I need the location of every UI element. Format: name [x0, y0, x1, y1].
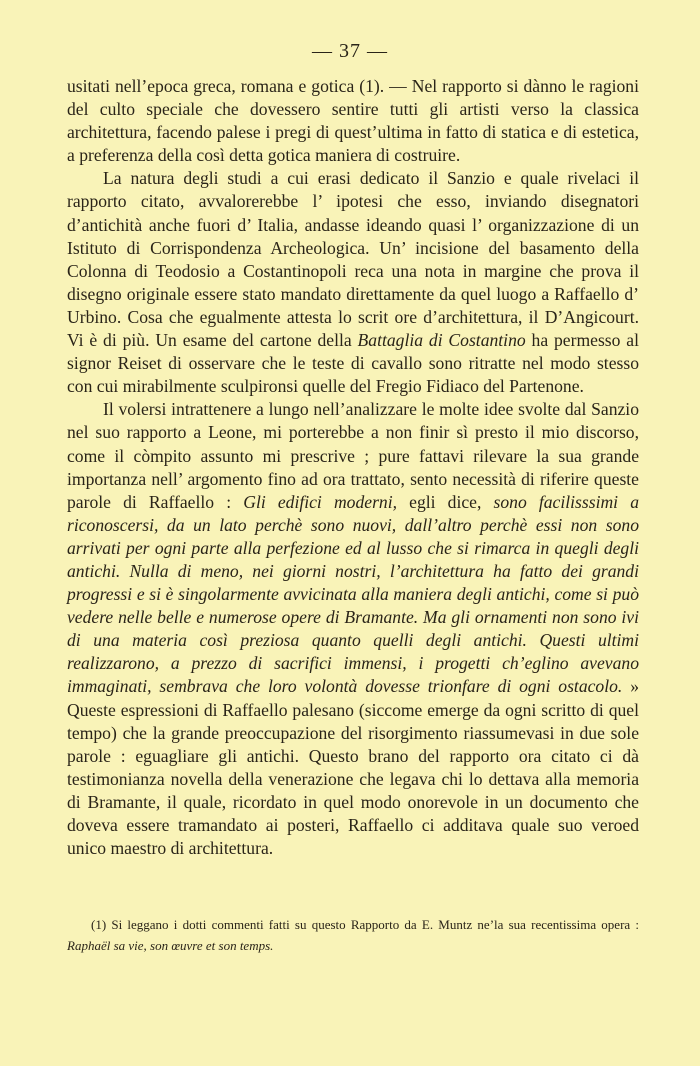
paragraph-3-italic-1: Gli edifici moderni,	[243, 491, 397, 512]
paragraph-2-text-a: La natura degli studi a cui erasi dedicato il Sanzio e quale rivelaci il rapporto citato, avvalorerebbe l’ ipotesi che esso, inviando disegnatori d’antichità anche fuori d’ Italia, andasse ideando quasi l’ organizzazione di un Istituto di Corrispondenza Archeologica. Un’ incisione del basamento della Colonna di Teodosio a Costantinopoli reca una nota in margine che prova il disegno originale essere stato mandato direttamente da quel luogo a Raffaello d’ Urbino. Cosa che egualmente attesta lo scrit ore d’architettura, il D’Angicourt. Vi è di più. Un esame del cartone della	[67, 168, 639, 351]
footnote-italic: Raphaël sa vie, son œuvre et son temps.	[67, 938, 274, 953]
paragraph-3	[67, 398, 639, 860]
page-number: — 37 —	[312, 40, 388, 62]
footnote-text: (1) Si leggano i dotti commenti fatti su questo Rapporto da E. Muntz ne’la sua recentissima opera :	[91, 917, 639, 932]
paragraph-3-quote: sono facilisssimi a riconoscersi, da un lato perchè sono nuovi, dall’altro perchè essi non sono arrivati per ogni parte alla perfezione ed al lusso che si rimarca in quegli degli antichi. Nulla di meno, nei giorni nostri, l’architettura ha fatto dei grandi progressi e si è singolarmente avvicinata alla maniera degli antichi, come si può vedere nelle belle e numerose opere di Bramante. Ma gli ornamenti non sono ivi di una materia così preziosa quanto quelli degli antichi. Questi ultimi realizzarono, a prezzo di sacrifici immensi, i progetti ch’eglino avevano immaginati, sembrava che loro volontà dovesse trionfare di ogni ostacolo.	[67, 491, 639, 697]
paragraph-3-text-c: » Queste espressioni di Raffaello palesano (siccome emerge da ogni scritto di quel tempo) che la grande preoccupazione del risorgimento riassumevasi in due sole parole : eguagliare gli antichi. Questo brano del rapporto ora citato ci dà testimonianza novella della venerazione che legava chi lo dettava alla memoria di Bramante, il quale, ricordato in quel modo onorevole in un documento che doveva essere tramandato ai posteri, Raffaello ci additava quale suo veroed unico maestro di architettura.	[67, 676, 639, 859]
paragraph-1	[67, 75, 639, 167]
paragraph-3-text-a: Il volersi intrattenere a lungo nell’analizzare le molte idee svolte dal Sanzio nel suo rapporto a Leone, mi porterebbe a non finir sì presto il mio discorso, come il còmpito assunto mi prescrive ; pure fattavi rilevare la sua grande importanza nell’ argomento fino ad ora trattato, sento necessità di riferire queste parole di Raffaello :	[67, 399, 639, 512]
paragraph-2-text-b: ha permesso al signor Reiset di osservare che le teste di cavallo sono ritratte nel modo stesso con cui mirabilmente sculpironsi quelle del Fregio Fidiaco del Partenone.	[67, 330, 639, 397]
paragraph-1-text: usitati nell’epoca greca, romana e gotica (1). — Nel rapporto si dànno le ragioni del culto speciale che dovessero sentire tutti gli artisti verso la classica architettura, facendo palese i pregi di quest’ultima in fatto di statica e di estetica, a preferenza della così detta gotica maniera di costruire.	[67, 76, 639, 166]
paragraph-2	[67, 167, 639, 398]
paragraph-3-text-b: egli dice,	[397, 491, 494, 512]
footnote	[67, 914, 639, 956]
paragraph-2-italic: Battaglia di Costantino	[357, 330, 526, 351]
body-text	[67, 75, 639, 860]
